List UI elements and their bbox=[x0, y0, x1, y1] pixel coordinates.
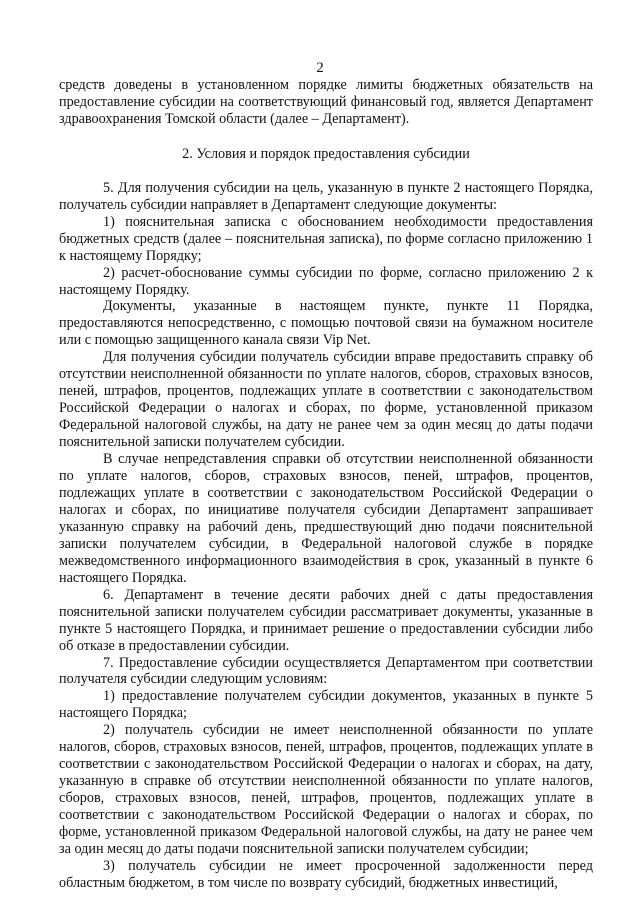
paragraph-point-7-item-2: 2) получатель субсидии не имеет неисполненной обязанности по уплате налогов, сборов, страховых взносов, пеней, штрафов, процентов, подлежащих уплате в соответствии с законодательством Российской Федерации о налогах и сборах, на дату, указанную в справке об отсутствии неисполненной обязанности по уплате налогов, сборов, страховых взносов, пеней, штрафов, процентов, подлежащих уплате в соответствии с законодательством Российской Федерации о налогах и сборах, по форме, установленной приказом Федеральной налоговой службы, на дату не ранее чем за один месяц до даты подачи пояснительной записки получателем субсидии; bbox=[59, 722, 593, 857]
paragraph-point-5: 5. Для получения субсидии на цель, указанную в пункте 2 настоящего Порядка, получатель субсидии направляет в Департамент следующие документы: bbox=[59, 179, 593, 213]
paragraph-certificate-request: В случае непредставления справки об отсутствии неисполненной обязанности по уплате налогов, сборов, страховых взносов, пеней, штрафов, процентов, подлежащих уплате в соответствии с законодательством Российской Федерации о налогах и сборах, по инициативе получателя субсидии Департамент запрашивает указанную справку на рабочий день, предшествующий дню подачи пояснительной записки получателем субсидии, в Федеральной налоговой службе в порядке межведомственного информационного взаимодействия в срок, указанный в пункте 6 настоящего Порядка. bbox=[59, 451, 593, 586]
paragraph-tax-certificate: Для получения субсидии получатель субсидии вправе предоставить справку об отсутствии неисполненной обязанности по уплате налогов, сборов, страховых взносов, пеней, штрафов, процентов, подлежащих уплате в соответствии с законодательством Российской Федерации о налогах и сборах, по форме, установленной приказом Федеральной налоговой службы, на дату не ранее чем за один месяц до даты подачи пояснительной записки получателем субсидии. bbox=[59, 349, 593, 451]
paragraph-point-5-item-2: 2) расчет-обоснование суммы субсидии по форме, согласно приложению 2 к настоящему Порядку. bbox=[59, 264, 593, 298]
document-body bbox=[59, 77, 593, 892]
paragraph-point-5-item-1: 1) пояснительная записка с обоснованием необходимости предоставления бюджетных средств (далее – пояснительная записка), по форме согласно приложению 1 к настоящему Порядку; bbox=[59, 213, 593, 264]
opening-paragraph: средств доведены в установленном порядке лимиты бюджетных обязательств на предоставление субсидии на соответствующий финансовый год, является Департамент здравоохранения Томской области (далее – Департамент). bbox=[59, 77, 593, 127]
section-title: 2. Условия и порядок предоставления субсидии bbox=[182, 145, 470, 162]
paragraph-point-7-item-1: 1) предоставление получателем субсидии документов, указанных в пункте 5 настоящего Порядка; bbox=[59, 688, 593, 722]
paragraph-point-7: 7. Предоставление субсидии осуществляется Департаментом при соответствии получателя субсидии следующим условиям: bbox=[59, 654, 593, 688]
paragraph-documents-delivery: Документы, указанные в настоящем пункте, пункте 11 Порядка, предоставляются непосредственно, с помощью почтовой связи на бумажном носителе или с помощью защищенного канала связи Vip Net. bbox=[59, 298, 593, 349]
paragraph-point-7-item-3: 3) получатель субсидии не имеет просроченной задолженности перед областным бюджетом, в том числе по возврату субсидий, бюджетных инвестиций, bbox=[59, 857, 593, 891]
page-number: 2 bbox=[316, 60, 324, 76]
paragraph-point-6: 6. Департамент в течение десяти рабочих дней с даты предоставления пояснительной записки получателем субсидии рассматривает документы, указанные в пункте 5 настоящего Порядка, и принимает решение о предоставлении субсидии либо об отказе в предоставлении субсидии. bbox=[59, 586, 593, 654]
